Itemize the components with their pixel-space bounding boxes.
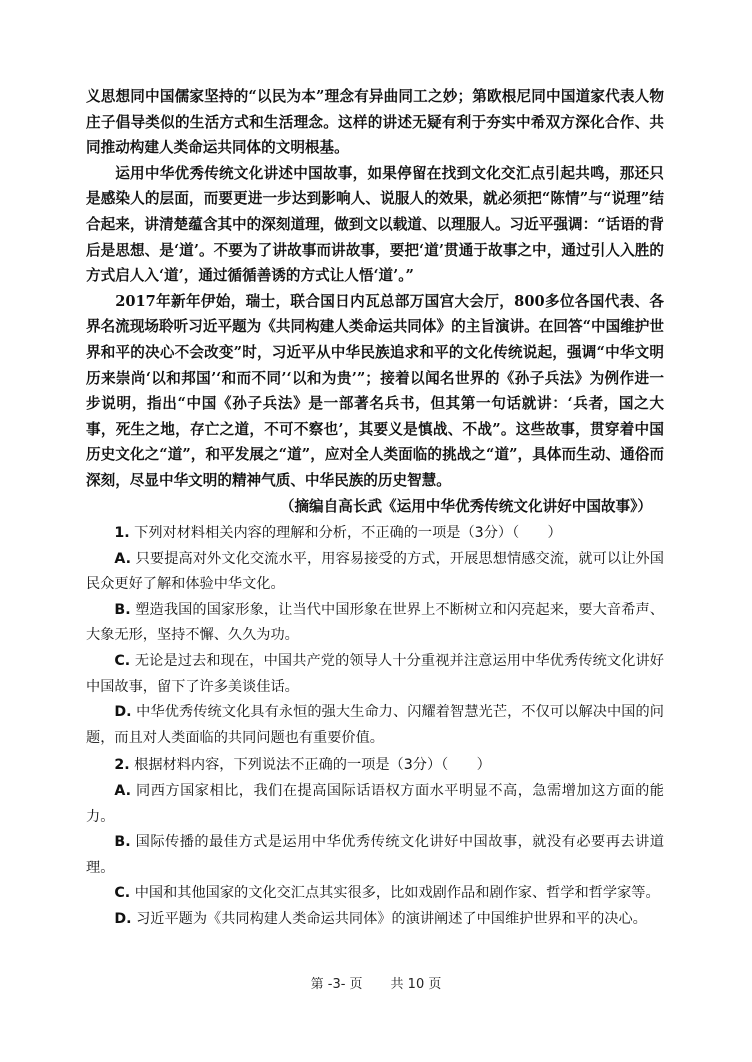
question-1-number: 1. <box>114 525 130 542</box>
page-total: 共 10 页 <box>390 977 442 992</box>
option-letter: D. <box>114 911 132 927</box>
page-number: 第 -3- 页 <box>310 977 363 992</box>
passage-paragraph-2: 2017年新年伊始，瑞士，联合国日内瓦总部万国宫大会厅，800多位各国代表、各界名流现场聆听习近平题为《共同构建人类命运共同体》的主旨演讲。在回答“中国维护世界和平的决心不会改变”时，习近平从中华民族追求和平的文化传统说起，强调“中华文明历来崇尚‘以和邦国’‘和而不同’‘以和为贵’”；接着以闻名世界的《孙子兵法》为例作进一步说明，指出“中国《孙子兵法》是一部著名兵书，但其第一句话就讲：‘兵者，国之大事，死生之地，存亡之道，不可不察也’，其要义是慎战、不战”。这些故事，贯穿着中国历史文化之“道”，和平发展之“道”，应对全人类面临的挑战之“道”，具体而生动、通俗而深刻，尽显中华文明的精神气质、中华民族的历史智慧。 <box>86 292 664 489</box>
option-text: 国际传播的最佳方式是运用中华优秀传统文化讲好中国故事，就没有必要再去讲道理。 <box>86 834 664 876</box>
option-letter: B. <box>114 834 131 851</box>
option-letter: C. <box>114 653 131 670</box>
option-text: 只要提高对外文化交流水平，用容易接受的方式，开展思想情感交流，就可以让外国民众更好了解和体验中华文化。 <box>86 550 664 593</box>
question-2-option-d <box>86 907 664 933</box>
option-letter: A. <box>114 783 132 800</box>
question-1-option-a <box>86 547 664 598</box>
question-2-stem <box>86 753 664 779</box>
option-text: 中国和其他国家的文化交汇点其实很多，比如戏剧作品和剧作家、哲学和哲学家等。 <box>134 885 660 902</box>
option-letter: A. <box>114 550 132 567</box>
option-text: 习近平题为《共同构建人类命运共同体》的演讲阐述了中国维护世界和平的决心。 <box>136 911 647 927</box>
page-footer <box>0 973 752 992</box>
question-2-number: 2. <box>114 757 130 774</box>
option-text: 塑造我国的国家形象，让当代中国形象在世界上不断树立和闪亮起来，要大音希声、大象无形，坚持不懈、久久为功。 <box>86 601 664 644</box>
option-text: 同西方国家相比，我们在提高国际话语权方面水平明显不高，急需增加这方面的能力。 <box>86 783 664 825</box>
option-text: 无论是过去和现在，中国共产党的领导人十分重视并注意运用中华优秀传统文化讲好中国故事，留下了许多美谈佳话。 <box>86 653 664 695</box>
passage-paragraph-continued: 义思想同中国儒家坚持的“以民为本”理念有异曲同工之妙；第欧根尼同中国道家代表人物庄子倡导类似的生活方式和生活理念。这样的讲述无疑有利于夯实中希双方深化合作、共同推动构建人类命运共同体的文明根基。 <box>86 88 664 157</box>
question-2-option-c <box>86 881 664 907</box>
option-text: 中华优秀传统文化具有永恒的强大生命力、闪耀着智慧光芒，不仅可以解决中国的问题，而且对人类面临的共同问题也有重要价值。 <box>86 704 664 746</box>
passage-source: （摘编自高长武《运用中华优秀传统文化讲好中国故事》） <box>279 497 652 515</box>
question-2-text: 根据材料内容，下列说法不正确的一项是（3分）（ ） <box>134 757 491 774</box>
question-2-option-a <box>86 779 664 830</box>
question-1-text: 下列对材料相关内容的理解和分析，不正确的一项是（3分）（ ） <box>134 525 562 542</box>
question-1-option-d <box>86 700 664 751</box>
question-1-option-c <box>86 649 664 700</box>
passage-paragraph-1: 运用中华优秀传统文化讲述中国故事，如果停留在找到文化交汇点引起共鸣，那还只是感染人的层面，而要更进一步达到影响人、说服人的效果，就必须把“陈情”与“说理”结合起来，讲清楚蕴含其中的深刻道理，做到文以载道、以理服人。习近平强调：“话语的背后是思想、是‘道’。不要为了讲故事而讲故事，要把‘道’贯通于故事之中，通过引人入胜的方式启人入‘道’，通过循循善诱的方式让人悟‘道’。” <box>86 164 664 285</box>
question-1-option-b <box>86 598 664 649</box>
option-letter: B. <box>114 601 131 618</box>
question-1-stem <box>86 521 664 547</box>
question-2-option-b <box>86 830 664 881</box>
option-letter: C. <box>114 885 131 902</box>
option-letter: D. <box>114 704 132 721</box>
